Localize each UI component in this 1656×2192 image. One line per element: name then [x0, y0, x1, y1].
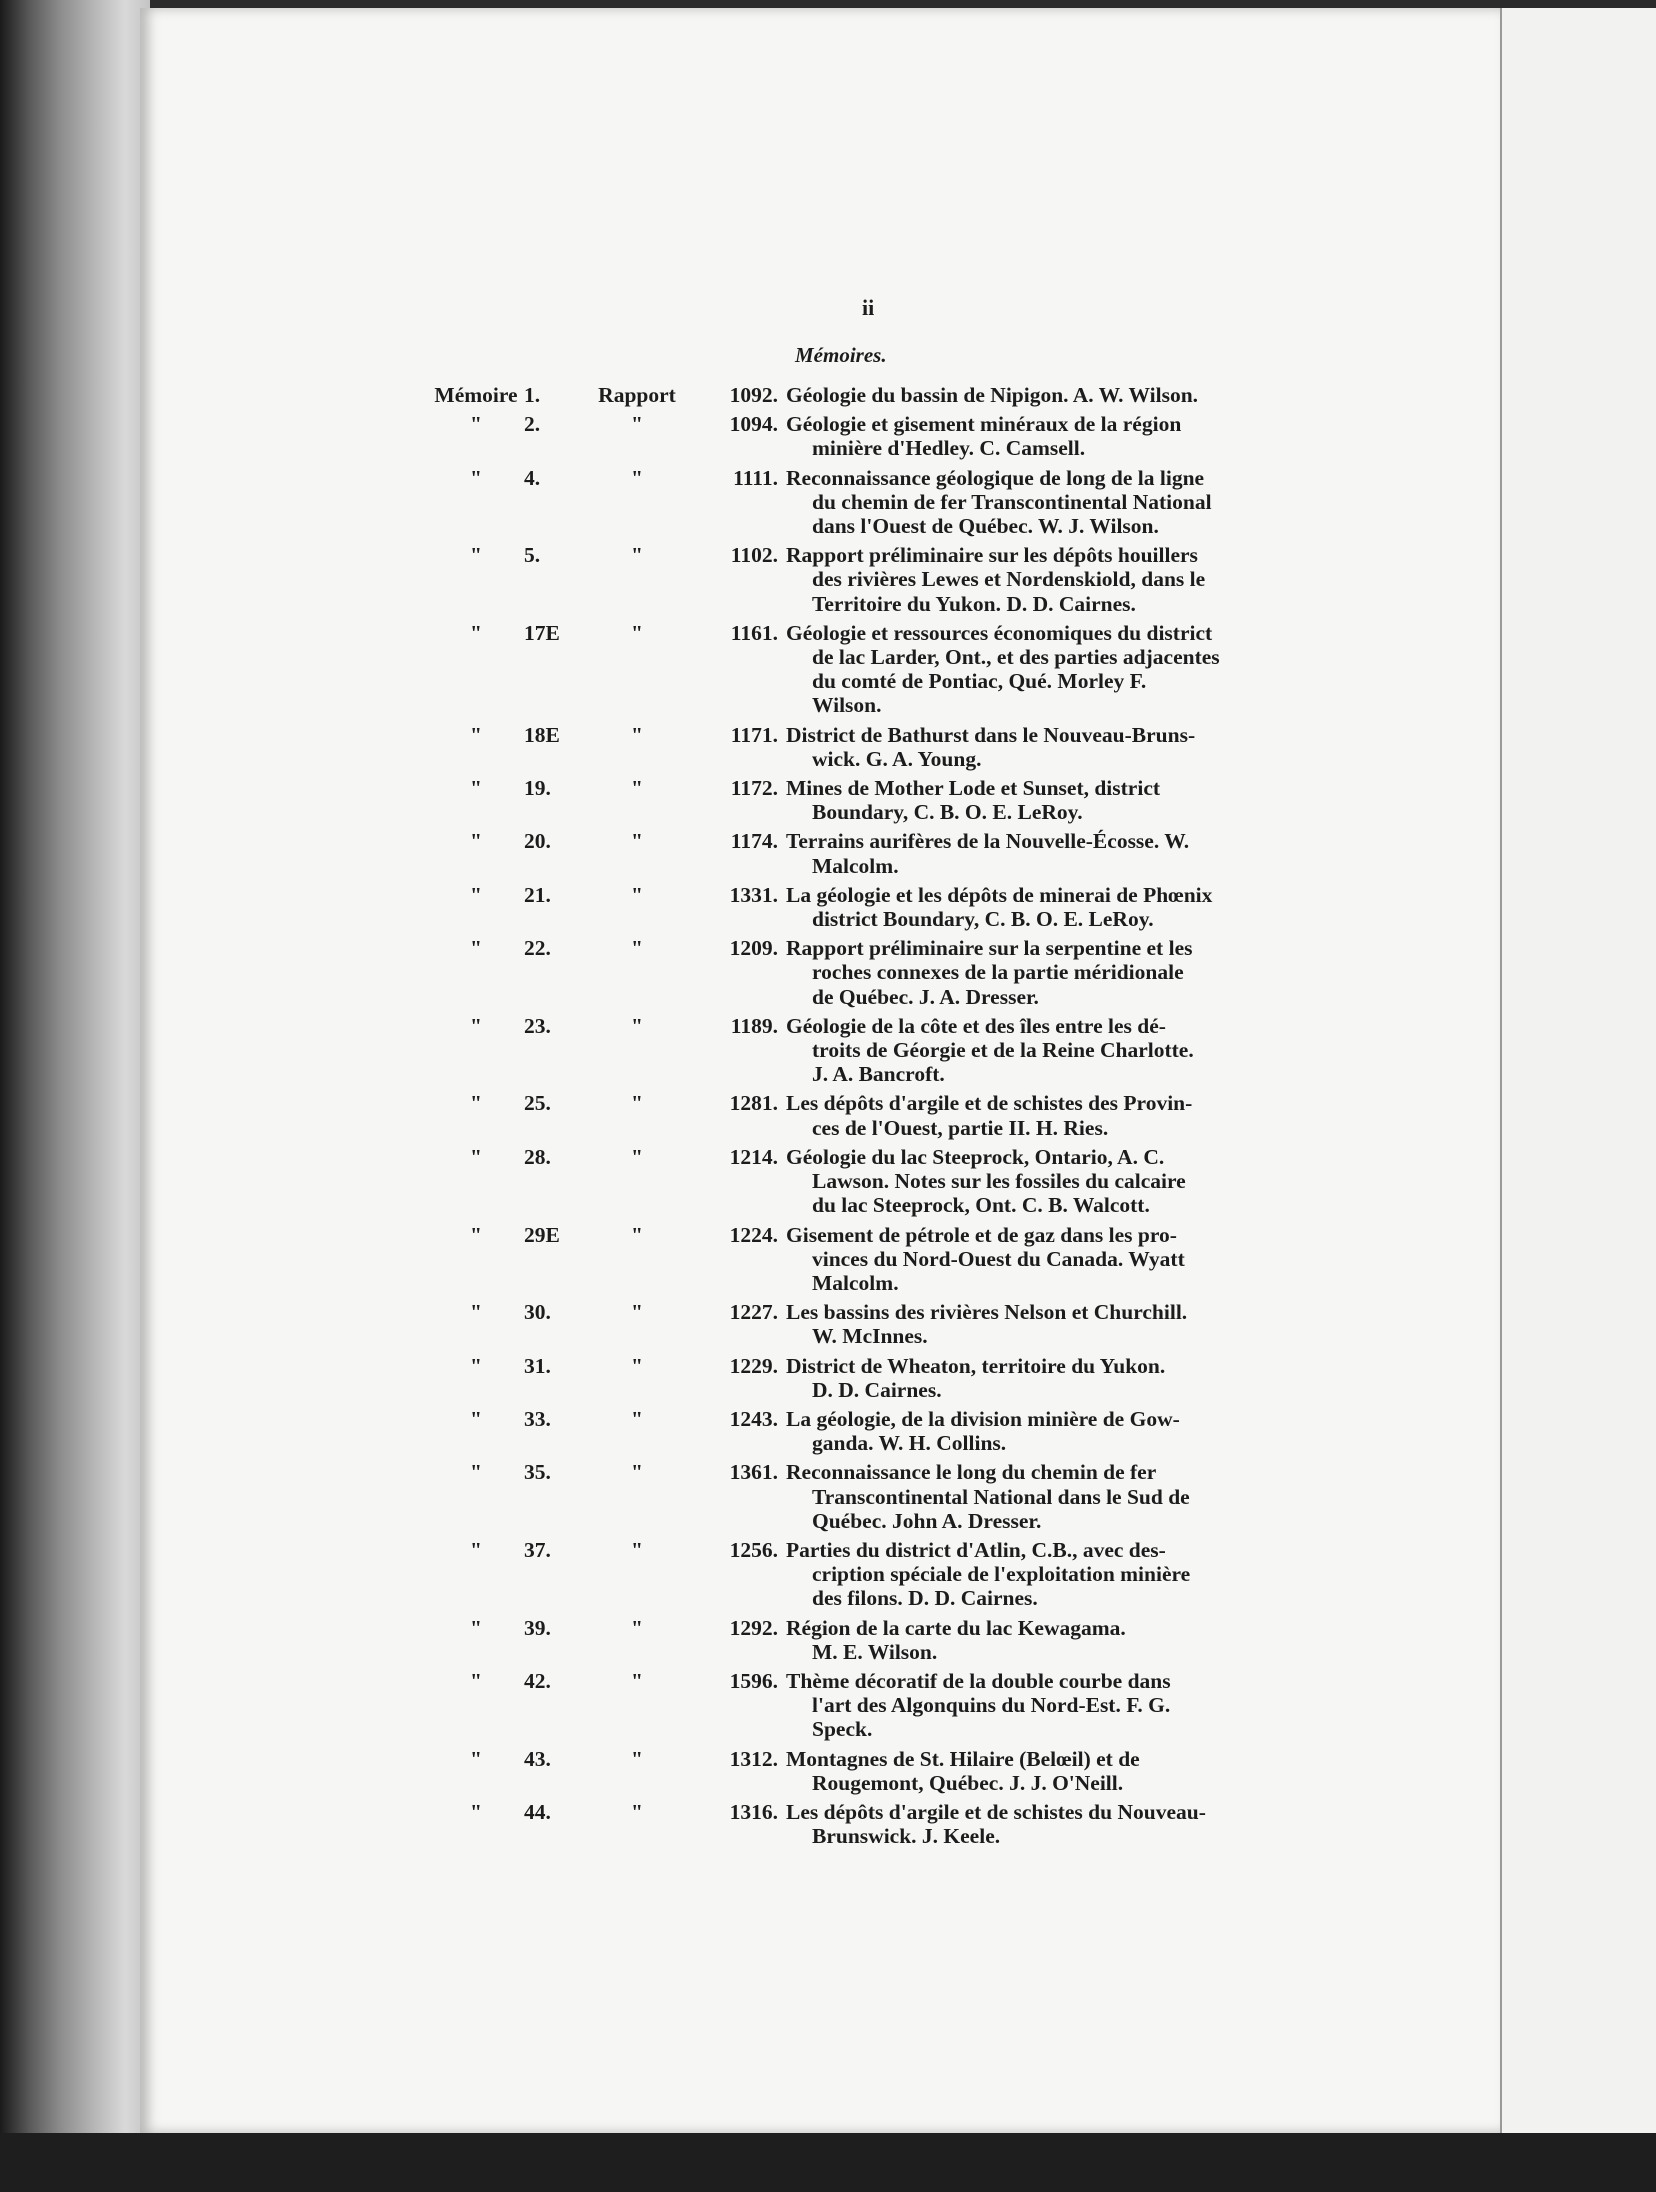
report-number: 1361. — [729, 1460, 778, 1485]
description-line: troits de Géorgie et de la Reine Charlotte. — [812, 1038, 1194, 1063]
memoir-label: " — [470, 1144, 482, 1169]
report-number: 1227. — [729, 1300, 778, 1325]
memoir-number: 37. — [524, 1537, 551, 1562]
description-line: Géologie et gisement minéraux de la région — [786, 412, 1182, 437]
description-line: Les dépôts d'argile et de schistes du Nouveau- — [786, 1799, 1206, 1824]
report-label: " — [631, 1615, 643, 1640]
report-number: 1094. — [729, 412, 778, 437]
memoir-label: " — [470, 1668, 482, 1693]
list-item — [424, 1014, 1304, 1087]
report-label: " — [631, 620, 643, 645]
report-label: " — [631, 465, 643, 490]
memoir-number: 33. — [524, 1406, 551, 1431]
description-line: Malcolm. — [812, 853, 899, 878]
description-line: des filons. D. D. Cairnes. — [812, 1586, 1038, 1611]
list-item — [424, 1407, 1304, 1455]
report-number: 1172. — [730, 776, 778, 801]
list-item — [424, 1747, 1304, 1795]
description-line: Lawson. Notes sur les fossiles du calcaire — [812, 1169, 1186, 1194]
report-number: 1171. — [730, 722, 778, 747]
memoir-description — [786, 936, 1304, 1009]
report-label: " — [631, 543, 643, 568]
description-line: Rapport préliminaire sur les dépôts houillers — [786, 543, 1198, 568]
report-label: " — [631, 829, 643, 854]
memoir-label: " — [470, 620, 482, 645]
description-line: Boundary, C. B. O. E. LeRoy. — [812, 800, 1083, 825]
description-line: Terrains aurifères de la Nouvelle-Écosse. W. — [786, 829, 1190, 854]
report-number: 1102. — [730, 543, 778, 568]
list-item — [424, 1538, 1304, 1611]
report-number: 1281. — [729, 1091, 778, 1116]
list-item — [424, 1669, 1304, 1742]
memoir-label: " — [470, 1013, 482, 1038]
memoir-label: " — [470, 465, 482, 490]
description-line: Les dépôts d'argile et de schistes des Provin- — [786, 1091, 1193, 1116]
memoir-label: " — [470, 776, 482, 801]
memoir-list — [424, 383, 1304, 1853]
description-line: Les bassins des rivières Nelson et Churchill. — [786, 1300, 1188, 1325]
description-line: Malcolm. — [812, 1270, 899, 1295]
memoir-description — [786, 1407, 1304, 1455]
list-item — [424, 1354, 1304, 1402]
book-spine-edge — [0, 0, 150, 2192]
description-line: M. E. Wilson. — [812, 1639, 938, 1664]
description-line: l'art des Algonquins du Nord-Est. F. G. — [812, 1693, 1171, 1718]
memoir-description — [786, 412, 1304, 460]
memoir-number: 39. — [524, 1615, 551, 1640]
description-line: La géologie, de la division minière de Gow- — [786, 1406, 1180, 1431]
description-line: Reconnaissance le long du chemin de fer — [786, 1460, 1157, 1485]
description-line: Rougemont, Québec. J. J. O'Neill. — [812, 1770, 1124, 1795]
memoir-number: 23. — [524, 1013, 551, 1038]
report-label: " — [631, 1537, 643, 1562]
memoir-label: " — [470, 543, 482, 568]
report-label: " — [631, 1799, 643, 1824]
report-label: " — [631, 1013, 643, 1038]
memoir-label: " — [470, 829, 482, 854]
description-line: Montagnes de St. Hilaire (Belœil) et de — [786, 1746, 1140, 1771]
list-item — [424, 829, 1304, 877]
memoir-description — [786, 1460, 1304, 1533]
memoir-label: " — [470, 1091, 482, 1116]
report-number: 1316. — [729, 1799, 778, 1824]
memoir-number: 5. — [524, 543, 541, 568]
report-number: 1596. — [729, 1668, 778, 1693]
description-line: Québec. John A. Dresser. — [812, 1508, 1042, 1533]
report-number: 1092. — [729, 383, 778, 407]
description-line: J. A. Bancroft. — [812, 1062, 945, 1087]
memoir-description — [786, 1800, 1304, 1848]
report-label: " — [631, 1746, 643, 1771]
description-line: Géologie et ressources économiques du district — [786, 620, 1213, 645]
report-number: 1243. — [729, 1406, 778, 1431]
memoir-number: 19. — [524, 776, 551, 801]
report-number: 1229. — [729, 1353, 778, 1378]
memoir-description — [786, 543, 1304, 616]
section-title: Mémoires. — [795, 343, 887, 367]
description-line: Région de la carte du lac Kewagama. — [786, 1615, 1126, 1640]
memoir-number: 30. — [524, 1300, 551, 1325]
memoir-number: 20. — [524, 829, 551, 854]
description-line: roches connexes de la partie méridionale — [812, 960, 1184, 985]
list-item — [424, 383, 1304, 407]
report-number: 1209. — [729, 936, 778, 961]
description-line: Speck. — [812, 1717, 873, 1742]
memoir-description — [786, 829, 1304, 877]
description-line: wick. G. A. Young. — [812, 746, 982, 771]
memoir-description — [786, 621, 1304, 718]
facing-page-edge — [1500, 8, 1656, 2133]
list-item — [424, 723, 1304, 771]
memoir-number: 31. — [524, 1353, 551, 1378]
page-number: ii — [862, 295, 875, 320]
memoir-number: 2. — [524, 412, 541, 437]
memoir-label: " — [470, 1406, 482, 1431]
memoir-label: " — [470, 1300, 482, 1325]
description-line: district Boundary, C. B. O. E. LeRoy. — [812, 907, 1154, 932]
memoir-label: " — [470, 1615, 482, 1640]
description-line: Thème décoratif de la double courbe dans — [786, 1668, 1171, 1693]
report-label: " — [631, 1668, 643, 1693]
list-item — [424, 466, 1304, 539]
memoir-label: " — [470, 882, 482, 907]
memoir-label: " — [470, 1353, 482, 1378]
memoir-description — [786, 1354, 1304, 1402]
description-line: de Québec. J. A. Dresser. — [812, 984, 1039, 1009]
scan-border — [0, 2133, 1656, 2192]
description-line: ganda. W. H. Collins. — [812, 1431, 1007, 1456]
memoir-number: 29E — [524, 1222, 560, 1247]
memoir-label: " — [470, 936, 482, 961]
report-label: " — [631, 1300, 643, 1325]
report-number: 1161. — [730, 620, 778, 645]
description-line: Brunswick. J. Keele. — [812, 1824, 1001, 1849]
memoir-description — [786, 723, 1304, 771]
list-item — [424, 1145, 1304, 1218]
description-line: Géologie du lac Steeprock, Ontario, A. C. — [786, 1144, 1165, 1169]
list-item — [424, 883, 1304, 931]
list-item — [424, 1300, 1304, 1348]
memoir-label: " — [470, 1537, 482, 1562]
description-line: Reconnaissance géologique de long de la ligne — [786, 465, 1205, 490]
memoir-number: 17E — [524, 620, 560, 645]
report-label: Rapport — [598, 383, 676, 407]
description-line: Territoire du Yukon. D. D. Cairnes. — [812, 591, 1136, 616]
report-label: " — [631, 776, 643, 801]
memoir-description — [786, 1014, 1304, 1087]
list-item — [424, 543, 1304, 616]
report-number: 1224. — [729, 1222, 778, 1247]
memoir-number: 42. — [524, 1668, 551, 1693]
report-label: " — [631, 1353, 643, 1378]
description-line: dans l'Ouest de Québec. W. J. Wilson. — [812, 514, 1159, 539]
report-number: 1214. — [729, 1144, 778, 1169]
memoir-number: 35. — [524, 1460, 551, 1485]
memoir-description — [786, 1616, 1304, 1664]
memoir-number: 21. — [524, 882, 551, 907]
memoir-description — [786, 383, 1304, 407]
memoir-number: 22. — [524, 936, 551, 961]
description-line: D. D. Cairnes. — [812, 1377, 942, 1402]
memoir-description — [786, 466, 1304, 539]
memoir-description — [786, 1300, 1304, 1348]
description-line: du lac Steeprock, Ont. C. B. Walcott. — [812, 1193, 1150, 1218]
memoir-label: Mémoire — [434, 383, 518, 407]
description-line: Wilson. — [812, 693, 882, 718]
description-line: District de Wheaton, territoire du Yukon. — [786, 1353, 1166, 1378]
memoir-description — [786, 1091, 1304, 1139]
list-item — [424, 776, 1304, 824]
memoir-description — [786, 776, 1304, 824]
memoir-number: 43. — [524, 1746, 551, 1771]
memoir-number: 18E — [524, 722, 560, 747]
memoir-number: 28. — [524, 1144, 551, 1169]
report-number: 1292. — [729, 1615, 778, 1640]
report-label: " — [631, 1406, 643, 1431]
description-line: des rivières Lewes et Nordenskiold, dans le — [812, 567, 1206, 592]
list-item — [424, 1223, 1304, 1296]
list-item — [424, 1091, 1304, 1139]
description-line: de lac Larder, Ont., et des parties adjacentes — [812, 645, 1220, 670]
memoir-description — [786, 1223, 1304, 1296]
report-number: 1331. — [729, 882, 778, 907]
description-line: cription spéciale de l'exploitation minière — [812, 1562, 1191, 1587]
description-line: La géologie et les dépôts de minerai de Phœnix — [786, 882, 1213, 907]
report-label: " — [631, 882, 643, 907]
report-label: " — [631, 936, 643, 961]
list-item — [424, 621, 1304, 718]
memoir-number: 4. — [524, 465, 541, 490]
list-item — [424, 1800, 1304, 1848]
report-number: 1189. — [730, 1013, 778, 1038]
description-line: du chemin de fer Transcontinental National — [812, 489, 1212, 514]
memoir-label: " — [470, 722, 482, 747]
memoir-description — [786, 1669, 1304, 1742]
list-item — [424, 1460, 1304, 1533]
report-label: " — [631, 1091, 643, 1116]
memoir-label: " — [470, 1799, 482, 1824]
description-line: Géologie de la côte et des îles entre les dé- — [786, 1013, 1166, 1038]
description-line: Géologie du bassin de Nipigon. A. W. Wilson. — [786, 383, 1199, 407]
description-line: ces de l'Ouest, partie II. H. Ries. — [812, 1115, 1109, 1140]
memoir-description — [786, 1145, 1304, 1218]
memoir-number: 44. — [524, 1799, 551, 1824]
description-line: W. McInnes. — [812, 1324, 928, 1349]
memoir-label: " — [470, 1746, 482, 1771]
description-line: vinces du Nord-Ouest du Canada. Wyatt — [812, 1246, 1185, 1271]
report-number: 1111. — [733, 465, 778, 490]
description-line: Gisement de pétrole et de gaz dans les pro- — [786, 1222, 1177, 1247]
description-line: Rapport préliminaire sur la serpentine et les — [786, 936, 1193, 961]
memoir-label: " — [470, 1460, 482, 1485]
report-number: 1256. — [729, 1537, 778, 1562]
memoir-number: 1. — [524, 383, 541, 407]
report-number: 1174. — [730, 829, 778, 854]
memoir-description — [786, 883, 1304, 931]
description-line: du comté de Pontiac, Qué. Morley F. — [812, 669, 1147, 694]
list-item — [424, 936, 1304, 1009]
description-line: Mines de Mother Lode et Sunset, district — [786, 776, 1161, 801]
description-line: Transcontinental National dans le Sud de — [812, 1484, 1190, 1509]
report-label: " — [631, 412, 643, 437]
memoir-label: " — [470, 412, 482, 437]
description-line: District de Bathurst dans le Nouveau-Bruns- — [786, 722, 1196, 747]
description-line: minière d'Hedley. C. Camsell. — [812, 436, 1086, 461]
report-label: " — [631, 722, 643, 747]
list-item — [424, 1616, 1304, 1664]
report-label: " — [631, 1460, 643, 1485]
memoir-description — [786, 1538, 1304, 1611]
list-item — [424, 412, 1304, 460]
memoir-description — [786, 1747, 1304, 1795]
description-line: Parties du district d'Atlin, C.B., avec des- — [786, 1537, 1166, 1562]
memoir-number: 25. — [524, 1091, 551, 1116]
report-label: " — [631, 1222, 643, 1247]
report-number: 1312. — [729, 1746, 778, 1771]
report-label: " — [631, 1144, 643, 1169]
memoir-label: " — [470, 1222, 482, 1247]
